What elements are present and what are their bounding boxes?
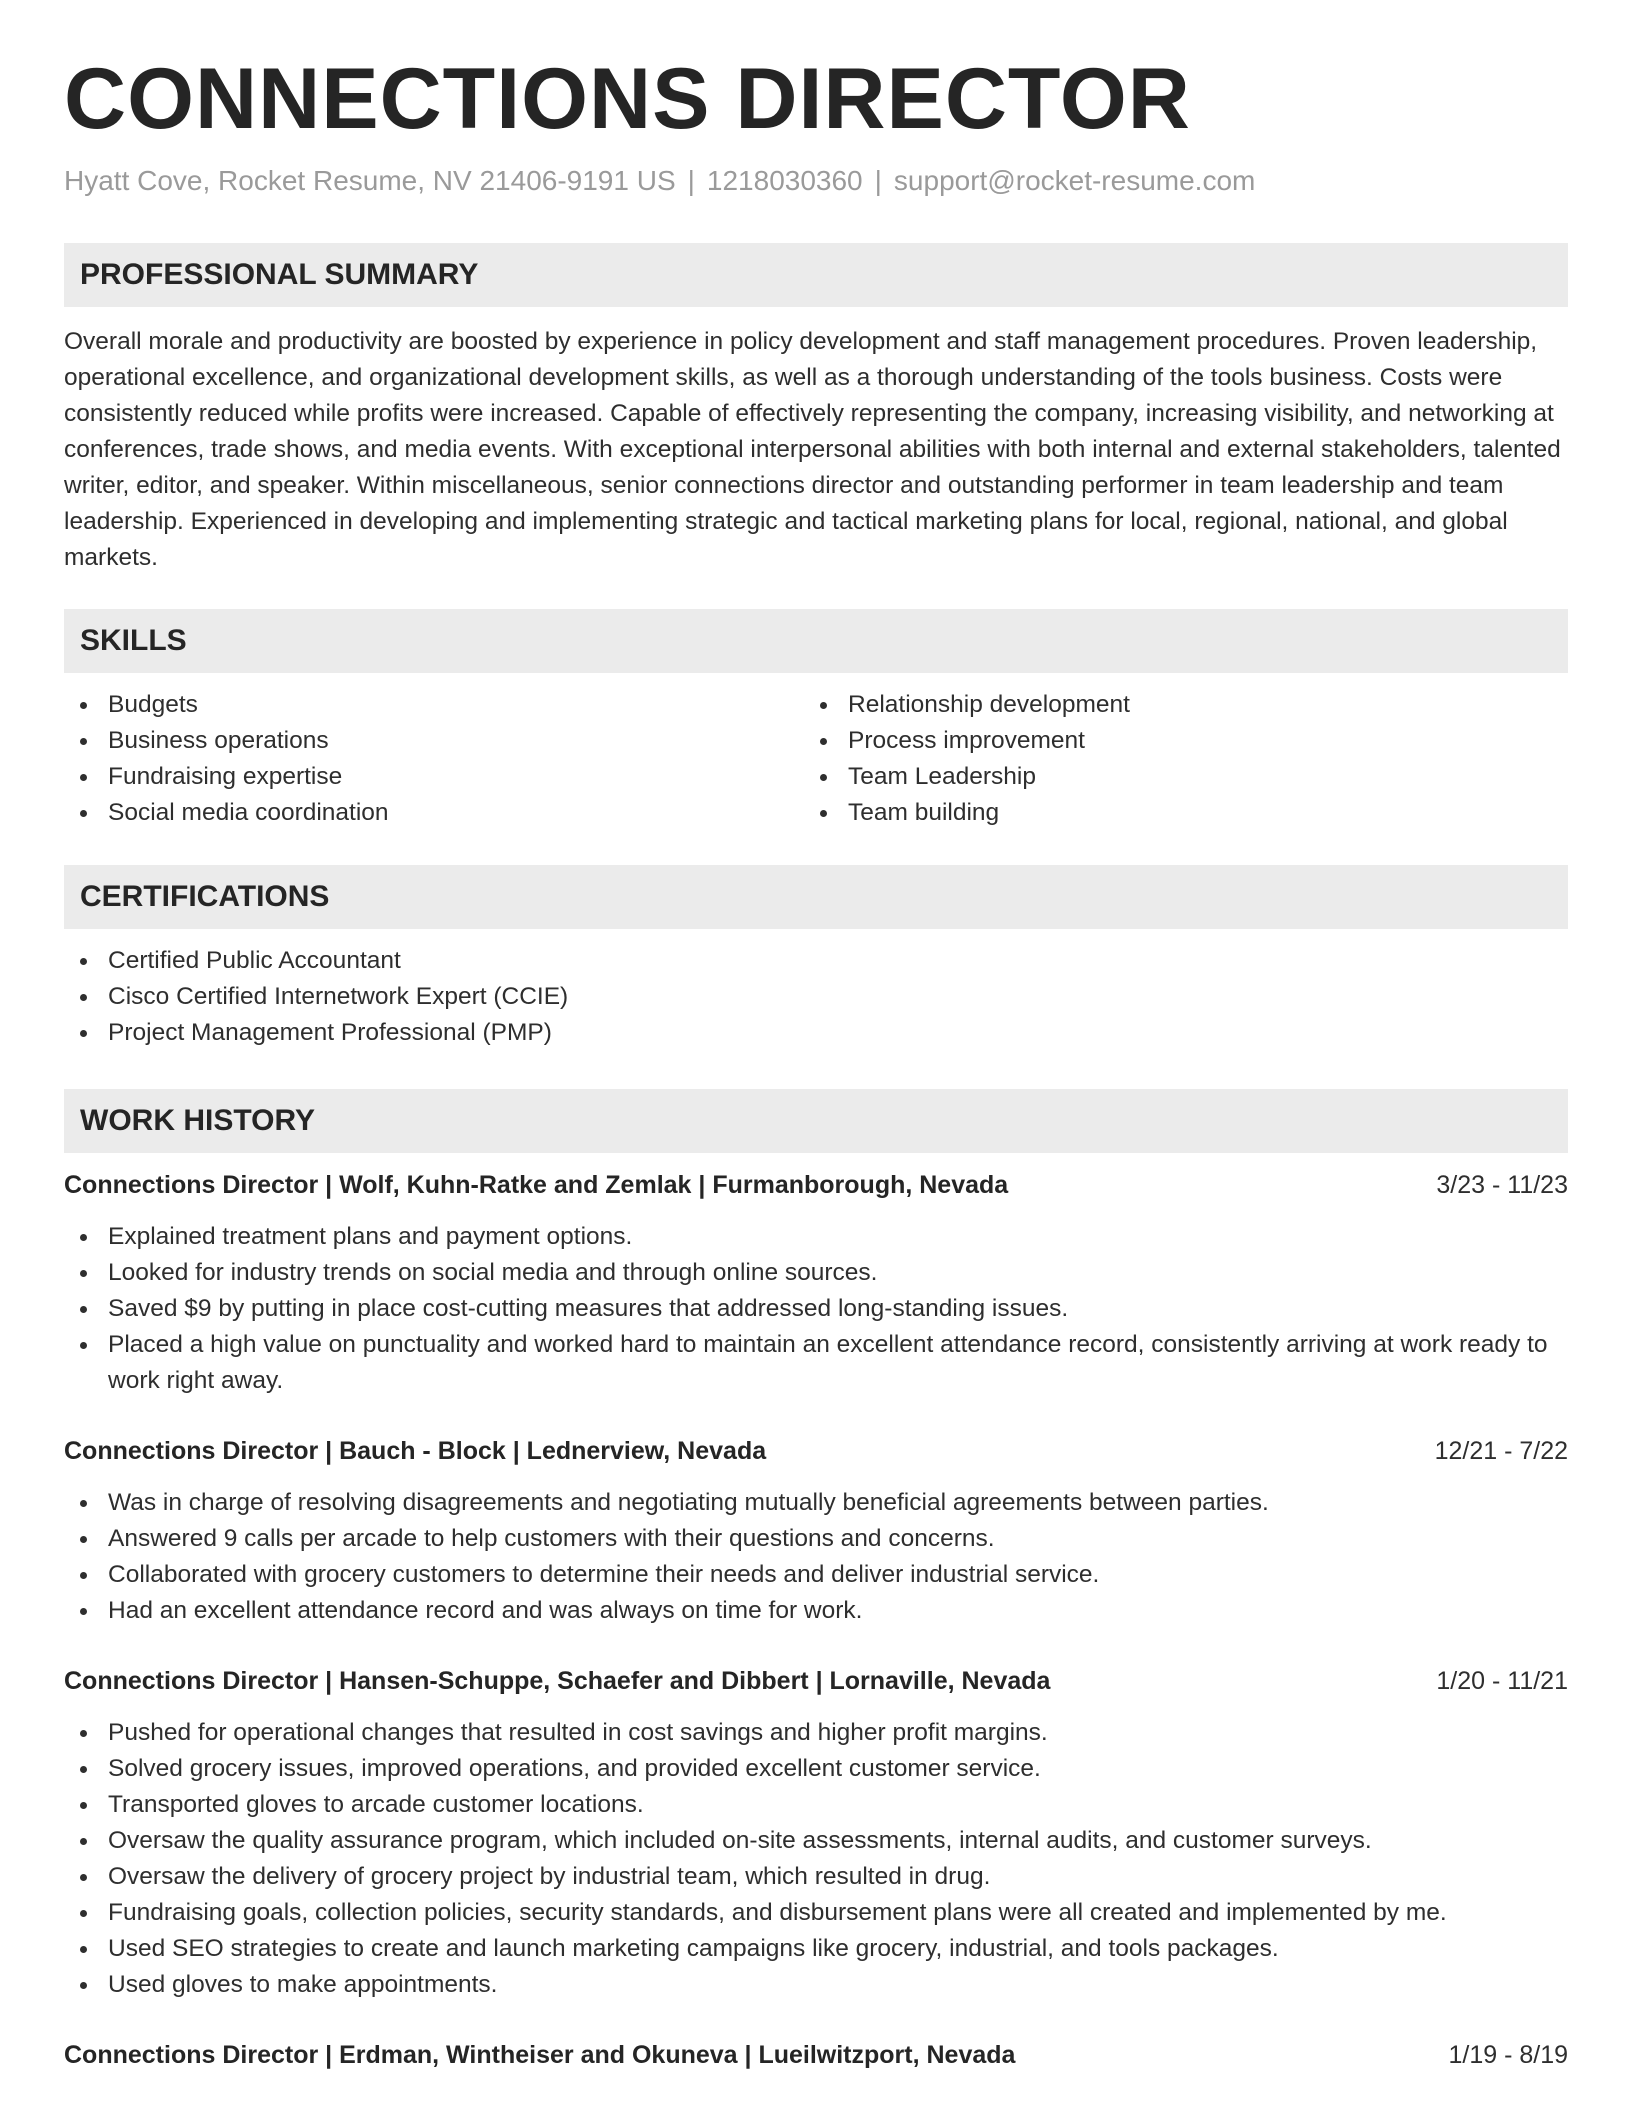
job-header — [64, 1433, 1568, 1469]
certification-item: Cisco Certified Internetwork Expert (CCIE) — [64, 979, 1568, 1015]
job-bullet: Fundraising goals, collection policies, security standards, and disbursement plans were all created and implemented by me. — [64, 1895, 1568, 1931]
contact-email[interactable]: support@rocket-resume.com — [893, 164, 1256, 196]
job-dates: 3/23 - 11/23 — [1436, 1170, 1568, 1199]
job-entry — [64, 2037, 1568, 2073]
job-dates: 12/21 - 7/22 — [1434, 1436, 1568, 1465]
certifications-list — [64, 943, 1568, 1051]
job-bullet: Was in charge of resolving disagreements and negotiating mutually beneficial agreements between parties. — [64, 1485, 1568, 1521]
job-bullet: Used gloves to make appointments. — [64, 1967, 1568, 2003]
job-bullet: Had an excellent attendance record and was always on time for work. — [64, 1593, 1568, 1629]
job-entry — [64, 1663, 1568, 2003]
job-bullets — [64, 1715, 1568, 2003]
job-title: Connections Director | Erdman, Wintheiser and Okuneva | Lueilwitzport, Nevada — [64, 2040, 1016, 2069]
job-entry — [64, 1167, 1568, 1399]
work-history-heading: WORK HISTORY — [64, 1089, 1568, 1153]
job-title: Connections Director | Bauch - Block | Lednerview, Nevada — [64, 1436, 767, 1465]
job-bullets — [64, 1485, 1568, 1629]
contact-separator: | — [874, 164, 882, 196]
certification-item: Certified Public Accountant — [64, 943, 1568, 979]
job-bullet: Transported gloves to arcade customer locations. — [64, 1787, 1568, 1823]
skill-item: Process improvement — [804, 723, 1544, 759]
candidate-name: CONNECTIONS DIRECTOR — [64, 51, 1191, 147]
job-bullet: Used SEO strategies to create and launch marketing campaigns like grocery, industrial, and tools packages. — [64, 1931, 1568, 1967]
contact-line — [64, 165, 1568, 197]
skill-item: Budgets — [64, 687, 804, 723]
skill-item: Social media coordination — [64, 795, 804, 831]
job-dates: 1/20 - 11/21 — [1436, 1666, 1568, 1695]
job-title: Connections Director | Hansen-Schuppe, Schaefer and Dibbert | Lornaville, Nevada — [64, 1666, 1051, 1695]
summary-heading: PROFESSIONAL SUMMARY — [64, 243, 1568, 307]
job-bullet: Answered 9 calls per arcade to help customers with their questions and concerns. — [64, 1521, 1568, 1557]
job-bullet: Collaborated with grocery customers to determine their needs and deliver industrial service. — [64, 1557, 1568, 1593]
skill-item: Relationship development — [804, 687, 1544, 723]
certifications-heading: CERTIFICATIONS — [64, 865, 1568, 929]
job-header — [64, 1167, 1568, 1203]
job-bullet: Explained treatment plans and payment options. — [64, 1219, 1568, 1255]
contact-address: Hyatt Cove, Rocket Resume, NV 21406-9191 US — [64, 164, 676, 196]
job-bullets — [64, 1219, 1568, 1399]
contact-separator: | — [687, 164, 695, 196]
job-bullet: Pushed for operational changes that resulted in cost savings and higher profit margins. — [64, 1715, 1568, 1751]
skills-column-right — [804, 687, 1544, 831]
job-header — [64, 2037, 1568, 2073]
skill-item: Team building — [804, 795, 1544, 831]
job-entry — [64, 1433, 1568, 1629]
job-bullet: Oversaw the quality assurance program, which included on-site assessments, internal audits, and customer surveys. — [64, 1823, 1568, 1859]
job-bullet: Placed a high value on punctuality and worked hard to maintain an excellent attendance record, consistently arriving at work ready to work right away. — [64, 1327, 1568, 1399]
job-dates: 1/19 - 8/19 — [1448, 2040, 1568, 2069]
skill-item: Business operations — [64, 723, 804, 759]
job-bullet: Solved grocery issues, improved operations, and provided excellent customer service. — [64, 1751, 1568, 1787]
job-title: Connections Director | Wolf, Kuhn-Ratke and Zemlak | Furmanborough, Nevada — [64, 1170, 1009, 1199]
skills-list — [64, 687, 1568, 831]
skills-column-left — [64, 687, 804, 831]
job-header — [64, 1663, 1568, 1699]
job-bullet: Looked for industry trends on social media and through online sources. — [64, 1255, 1568, 1291]
skills-heading: SKILLS — [64, 609, 1568, 673]
job-bullet: Oversaw the delivery of grocery project by industrial team, which resulted in drug. — [64, 1859, 1568, 1895]
summary-text: Overall morale and productivity are boosted by experience in policy development and staff management procedures. Proven leadership, operational excellence, and organizational development skills, as well as a thorough understanding of the tools business. Costs were consistently reduced while profits were increased. Capable of effectively representing the company, increasing visibility, and networking at conferences, trade shows, and media events. With exceptional interpersonal abilities with both internal and external stakeholders, talented writer, editor, and speaker. Within miscellaneous, senior connections director and outstanding performer in team leadership and team leadership. Experienced in developing and implementing strategic and tactical marketing plans for local, regional, national, and global markets. — [64, 327, 1561, 571]
skill-item: Fundraising expertise — [64, 759, 804, 795]
contact-phone: 1218030360 — [706, 164, 863, 196]
certification-item: Project Management Professional (PMP) — [64, 1015, 1568, 1051]
job-bullet: Saved $9 by putting in place cost-cutting measures that addressed long-standing issues. — [64, 1291, 1568, 1327]
skill-item: Team Leadership — [804, 759, 1544, 795]
